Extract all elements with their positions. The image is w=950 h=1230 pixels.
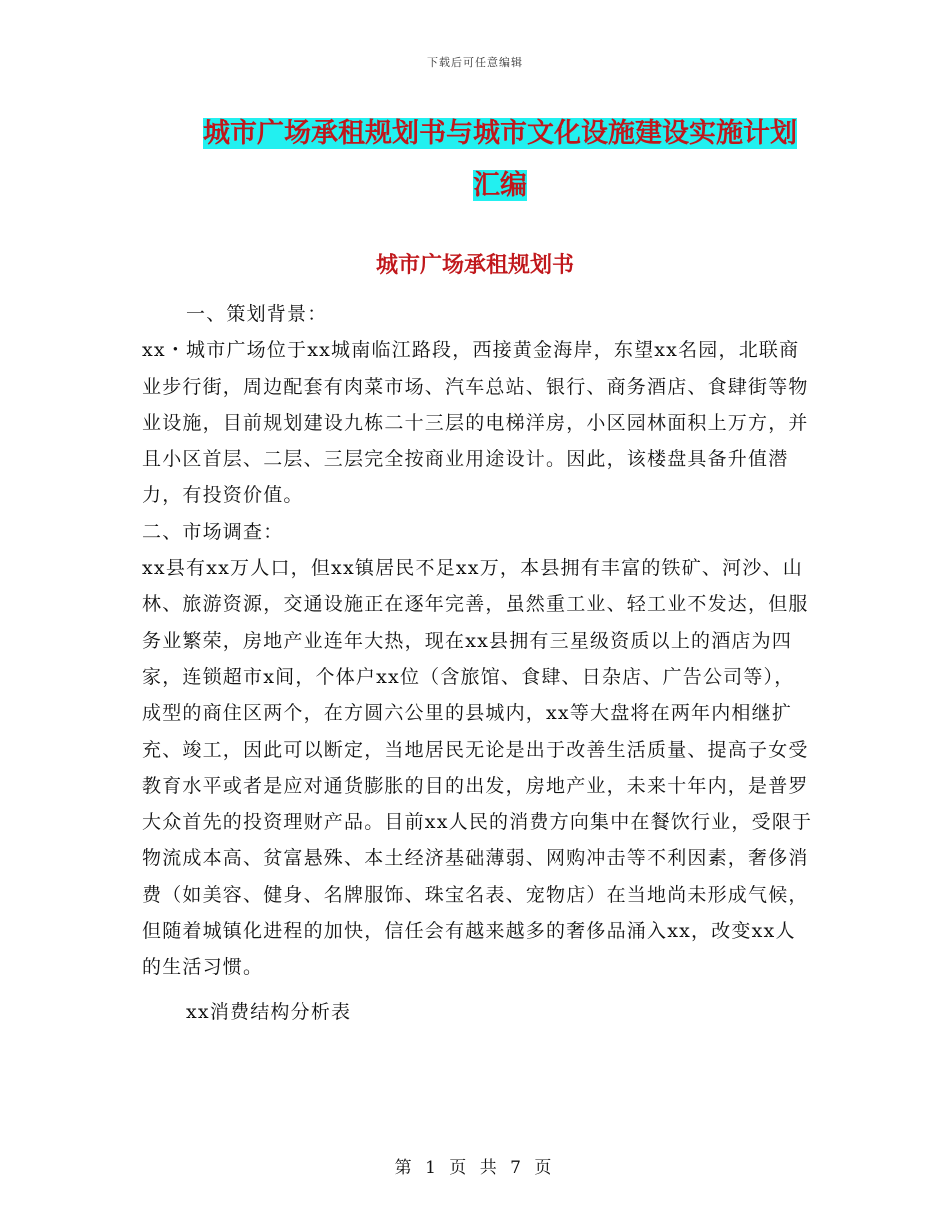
- section-title: 城市广场承租规划书: [375, 252, 574, 278]
- paragraph-market-survey: xx县有xx万人口，但xx镇居民不足xx万，本县拥有丰富的铁矿、河沙、山林、旅游资源，交通设施正在逐年完善，虽然重工业、轻工业不发达，但服务业繁荣，房地产业连年大热，现在xx县拥有三星级资质以上的酒店为四家，连锁超市x间，个体户xx位（含旅馆、食肆、日杂店、广告公司等），成型的商住区两个，在方圆六公里的县城内，xx等大盘将在两年内相继扩充、竣工，因此可以断定，当地居民无论是出于改善生活质量、提高子女受教育水平或者是应对通货膨胀的目的出发，房地产业，未来十年内，是普罗大众首先的投资理财产品。目前xx人民的消费方向集中在餐饮行业，受限于物流成本高、贫富悬殊、本土经济基础薄弱、网购冲击等不利因素，奢侈消费（如美容、健身、名牌服饰、珠宝名表、宠物店）在当地尚未形成气候，但随着城镇化进程的加快，信任会有越来越多的奢侈品涌入xx，改变xx人的生活习惯。: [142, 557, 813, 979]
- table-caption: xx消费结构分析表: [186, 1000, 352, 1023]
- document-title-text: 城市广场承租规划书与城市文化设施建设实施计划汇编: [203, 118, 797, 201]
- page-footer: 第 1 页 共 7 页: [394, 1158, 556, 1178]
- header-note: 下载后可任意编辑: [427, 56, 523, 69]
- document-title: [190, 108, 810, 212]
- paragraph-background: xx・城市广场位于xx城南临江路段，西接黄金海岸，东望xx名园，北联商业步行街，周边配套有肉菜市场、汽车总站、银行、商务酒店、食肆街等物业设施，目前规划建设九栋二十三层的电梯洋房，小区园林面积上万方，并且小区首层、二层、三层完全按商业用途设计。因此，该楼盘具备升值潜力，有投资价值。: [142, 339, 809, 507]
- document-body: [142, 296, 814, 1030]
- heading-market-survey: 二、市场调查：: [142, 520, 284, 543]
- heading-background: 一、策划背景：: [186, 303, 328, 325]
